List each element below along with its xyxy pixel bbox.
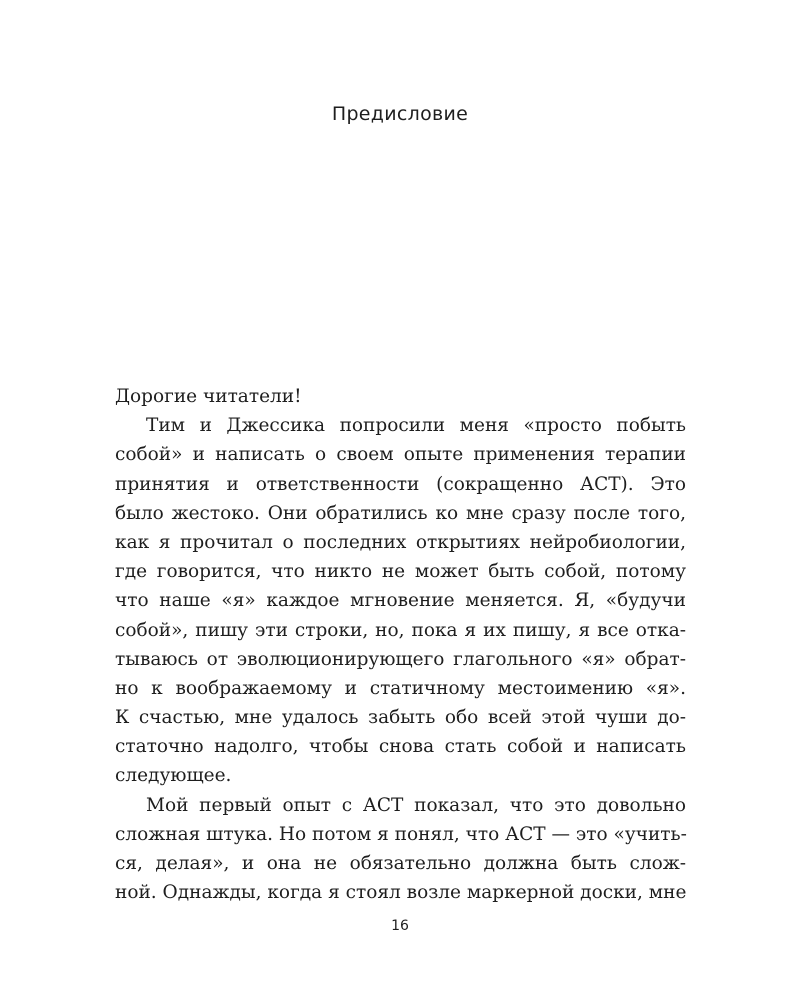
text-line: собой» и написать о своем опыте применения терапии — [115, 444, 686, 466]
salutation-line: Дорогие читатели! — [115, 386, 302, 407]
body-text — [115, 382, 686, 907]
text-line: Тим и Джессика попросили меня «просто побыть — [146, 415, 686, 437]
text-line: К счастью, мне удалось забыть обо всей этой чуши до- — [115, 707, 686, 729]
text-line: ной. Однажды, когда я стоял возле маркерной доски, мне — [115, 882, 687, 904]
page-number: 16 — [391, 918, 409, 934]
chapter-title: Предисловие — [331, 103, 469, 125]
text-line: где говорится, что никто не может быть собой, потому — [115, 561, 686, 583]
text-line: ся, делая», и она не обязательно должна быть слож- — [115, 853, 686, 874]
text-line: что наше «я» каждое мгновение меняется. Я, «будучи — [115, 590, 686, 612]
text-line: Мой первый опыт с АСТ показал, что это довольно — [146, 794, 686, 816]
text-line: статочно надолго, чтобы снова стать собой и написать — [115, 736, 686, 758]
text-line: было жестоко. Они обратились ко мне сразу после того, — [115, 502, 686, 524]
text-line: принятия и ответственности (сокращенно АСТ). Это — [115, 473, 686, 495]
text-line: но к воображаемому и статичному местоимению «я». — [115, 677, 686, 699]
text-line: как я прочитал о последних открытиях нейробиологии, — [115, 531, 686, 553]
text-line: тываюсь от эволюционирующего глагольного «я» обрат- — [115, 648, 686, 670]
text-line: сложная штука. Но потом я понял, что АСТ — это «учить- — [115, 823, 687, 845]
text-line: следующее. — [115, 765, 232, 787]
text-line: собой», пишу эти строки, но, пока я их пишу, я все отка- — [115, 619, 686, 641]
